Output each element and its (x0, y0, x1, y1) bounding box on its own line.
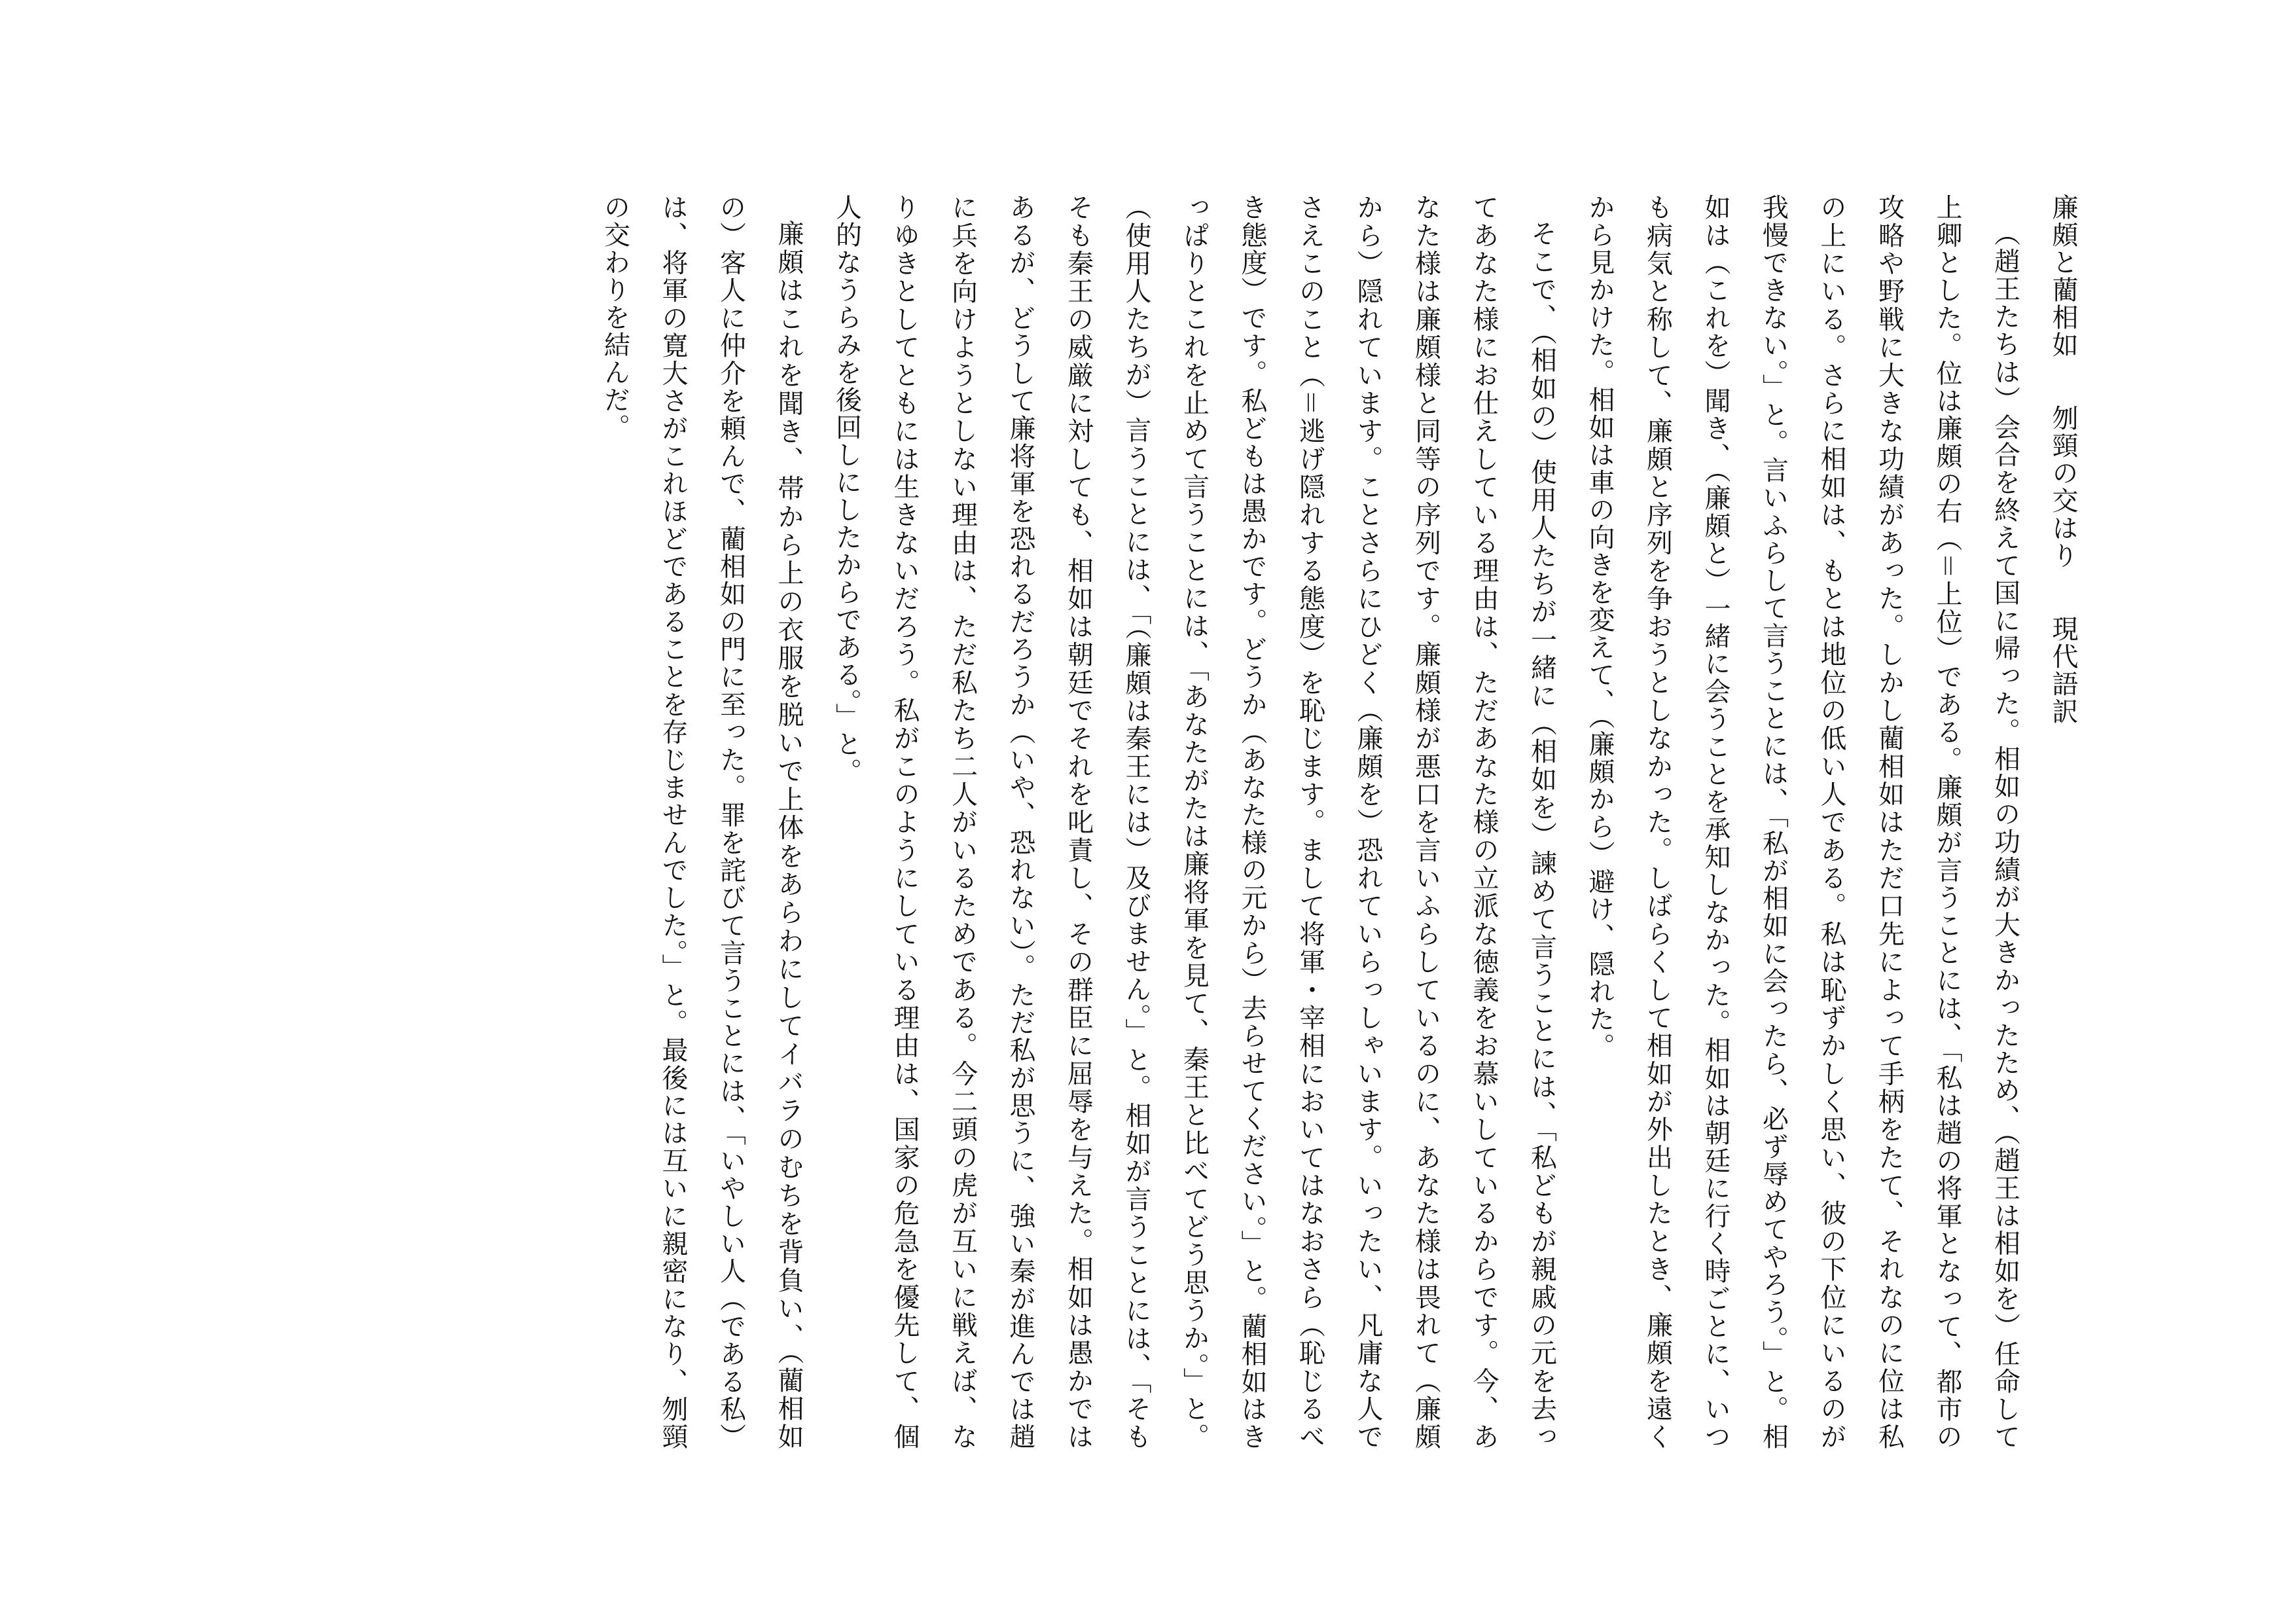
paragraph-3: 廉頗はこれを聞き、帯から上の衣服を脱いで上体をあらわにしてイバラのむちを背負い、（藺相如の）客人に仲介を頼んで、藺相如の門に至った。罪を詫びて言うことには、「いやしい人（である私）は、将軍の寛大さがこれほどであることを存じませんでした。」と。最後には互いに親密になり、刎頸の交わりを結んだ。 (600, 194, 804, 1451)
vertical-text-body (586, 194, 2092, 1451)
title-sub: 刎頸の交はり (2048, 405, 2078, 569)
paragraph-1: （趙王たちは）会合を終えて国に帰った。相如の功績が大きかったため、（趙王は相如を）任命して上卿とした。位は廉頗の右（＝上位）である。廉頗が言うことには、「私は趙の将軍となって、都市の攻略や野戦に大きな功績があった。しかし藺相如はただ口先によって手柄をたて、それなのに位は私の上にいる。さらに相如は、もとは地位の低い人である。私は恥ずかしく思い、彼の下位にいるのが我慢できない。」と。言いふらして言うことには、「私が相如に会ったら、必ず辱めてやろう。」と。相如は（これを）聞き、（廉頗と）一緒に会うことを承知しなかった。相如は朝廷に行く時ごとに、いつも病気と称して、廉頗と序列を争おうとしなかった。しばらくして相如が外出したとき、廉頗を遠くから見かけた。相如は車の向きを変えて、（廉頗から）避け、隠れた。 (1585, 194, 2020, 1451)
document-title (2034, 194, 2092, 1451)
title-main: 廉頗と藺相如 (2048, 194, 2078, 359)
title-label: 現代語訳 (2048, 615, 2078, 725)
paragraph-2: そこで、（相如の）使用人たちが一緒に（相如を）諫めて言うことには、「私どもが親戚の元を去ってあなた様にお仕えしている理由は、ただあなた様の立派な徳義をお慕いしているからです。今、あなた様は廉頗様と同等の序列です。廉頗様が悪口を言いふらしているのに、あなた様は畏れて（廉頗から）隠れています。ことさらにひどく（廉頗を）恐れていらっしゃいます。いったい、凡庸な人でさえこのこと（＝逃げ隠れする態度）を恥じます。まして将軍・宰相においてはなおさら（恥じるべき態度）です。私どもは愚かです。どうか（あなた様の元から）去らせてください。」と。藺相如はきっぱりとこれを止めて言うことには、「あなたがたは廉将軍を見て、秦王と比べてどう思うか。」と。（使用人たちが）言うことには、「（廉頗は秦王には）及びません。」と。相如が言うことには、「そもそも秦王の威厳に対しても、相如は朝廷でそれを叱責し、その群臣に屈辱を与えた。相如は愚かではあるが、どうして廉将軍を恐れるだろうか（いや、恐れない）。ただ私が思うに、強い秦が進んでは趙に兵を向けようとしない理由は、ただ私たち二人がいるためである。今二頭の虎が互いに戦えば、なりゆきとしてともには生きないだろう。私がこのようにしている理由は、国家の危急を優先して、個人的なうらみを後回しにしたからである。」と。 (831, 194, 1557, 1451)
